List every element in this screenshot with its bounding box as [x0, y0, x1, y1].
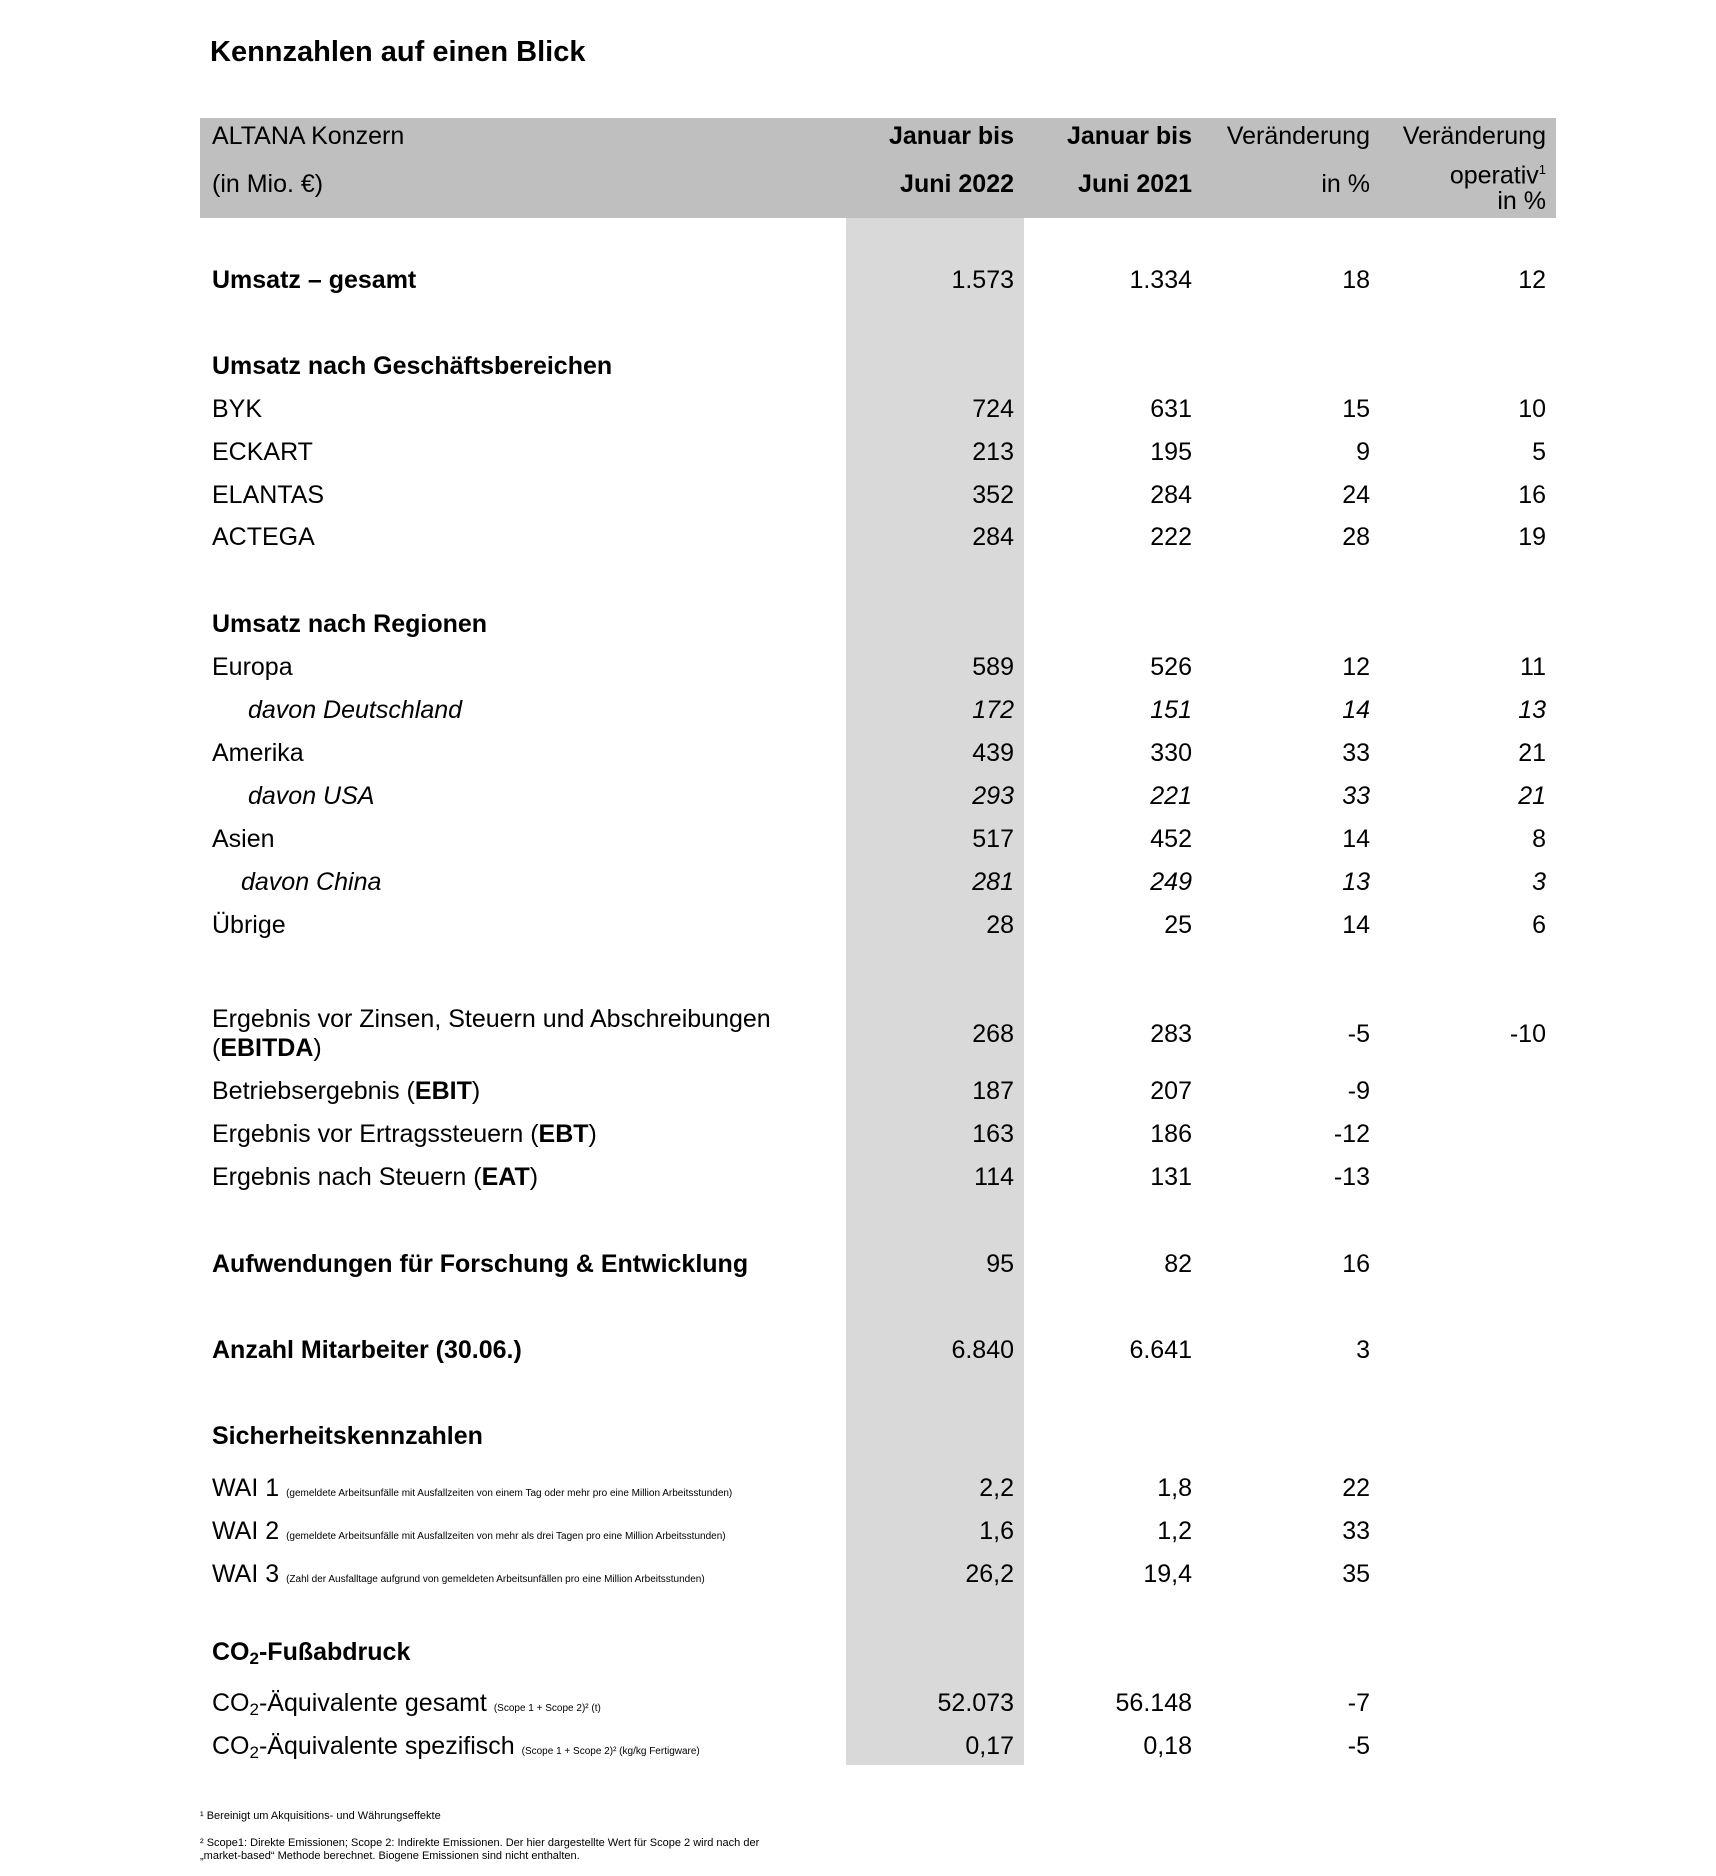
table-row: ACTEGA 284 222 28 19	[212, 523, 1546, 551]
table-row: ELANTAS 352 284 24 16	[212, 481, 1546, 509]
table-row-wai1: WAI 1 (gemeldete Arbeitsunfälle mit Ausfallzeiten von einem Tag oder mehr pro eine Million Arbeitsstunden) 2,2 1,8 22	[212, 1474, 1370, 1502]
section-heading-co2: $CO_2$-Fußabdruck	[212, 1638, 411, 1668]
table-row-co2-spezifisch: $CO_2$-Äquivalente spezifisch (Scope 1 + Scope 2)² (kg/kg Fertigware) 0,17 0,18 -5	[212, 1732, 1370, 1762]
page-title: Kennzahlen auf einen Blick	[210, 36, 586, 68]
table-row: ECKART 213 195 9 5	[212, 438, 1546, 466]
header-col1-line2: Juni 2022	[900, 170, 1014, 198]
footnote-1: ¹ Bereinigt um Akquisitions- und Währungseffekte	[200, 1810, 441, 1822]
table-row-ebitda: Ergebnis vor Zinsen, Steuern und Abschreibungen (EBITDA) 268 283 -5 -10	[212, 1005, 1546, 1062]
header-col3-line1: Veränderung	[1226, 122, 1370, 150]
header-col2-line2: Juni 2021	[1078, 170, 1192, 198]
table-row-umsatz: Umsatz – gesamt 1.573 1.334 18 12	[212, 266, 1546, 294]
table-row: Europa 589 526 12 11	[212, 653, 1546, 681]
table-row: davon Deutschland 172 151 14 13	[248, 696, 1546, 724]
header-col3-line2: in %	[1321, 170, 1370, 198]
footnote-2-line1: ² Scope1: Direkte Emissionen; Scope 2: Indirekte Emissionen. Der hier dargestellte Wert für Scope 2 wird nach der	[200, 1837, 760, 1849]
footnote-2-line2: „market-based“ Methode berechnet. Biogene Emissionen sind nicht enthalten.	[200, 1850, 580, 1862]
table-row: Asien 517 452 14 8	[212, 825, 1546, 853]
table-row-co2-gesamt: $CO_2$-Äquivalente gesamt (Scope 1 + Scope 2)² (t) 52.073 56.148 -7	[212, 1689, 1370, 1719]
header-col2-line1: Januar bis	[1066, 122, 1192, 150]
header-col4-line3: in %	[1497, 187, 1546, 215]
table-row-eat: Ergebnis nach Steuern (EAT) 114 131 -13	[212, 1163, 1370, 1191]
table-row-fue: Aufwendungen für Forschung & Entwicklung 95 82 16	[212, 1250, 1370, 1278]
header-col4-line2: operativ$^1$	[1449, 161, 1546, 190]
header-unit: (in Mio. €)	[212, 170, 324, 198]
section-heading-sicherheit: Sicherheitskennzahlen	[212, 1422, 483, 1450]
header-col4-line1: Veränderung	[1402, 122, 1546, 150]
table-row: Übrige 28 25 14 6	[212, 911, 1546, 939]
table-row-mitarbeiter: Anzahl Mitarbeiter (30.06.) 6.840 6.641 3	[212, 1336, 1370, 1364]
table-row: davon China 281 249 13 3	[241, 868, 1546, 896]
header-entity: ALTANA Konzern	[212, 122, 405, 150]
table-row: davon USA 293 221 33 21	[248, 782, 1546, 810]
header-col1-line1: Januar bis	[888, 122, 1014, 150]
table-row-wai3: WAI 3 (Zahl der Ausfalltage aufgrund von gemeldeten Arbeitsunfällen pro eine Million Arbeitsstunden) 26,2 19,4 35	[212, 1560, 1370, 1588]
section-heading-regionen: Umsatz nach Regionen	[212, 610, 488, 638]
table-row-wai2: WAI 2 (gemeldete Arbeitsunfälle mit Ausfallzeiten von mehr als drei Tagen pro eine Million Arbeitsstunden) 1,6 1,2 33	[212, 1517, 1370, 1545]
section-heading-geschaeftsbereiche: Umsatz nach Geschäftsbereichen	[212, 352, 613, 380]
table-row: Amerika 439 330 33 21	[212, 739, 1546, 767]
table-header	[200, 118, 1556, 218]
table-row: BYK 724 631 15 10	[212, 395, 1546, 423]
table-row-ebit: Betriebsergebnis (EBIT) 187 207 -9	[212, 1077, 1370, 1105]
table-row-ebt: Ergebnis vor Ertragssteuern (EBT) 163 186 -12	[212, 1120, 1370, 1148]
